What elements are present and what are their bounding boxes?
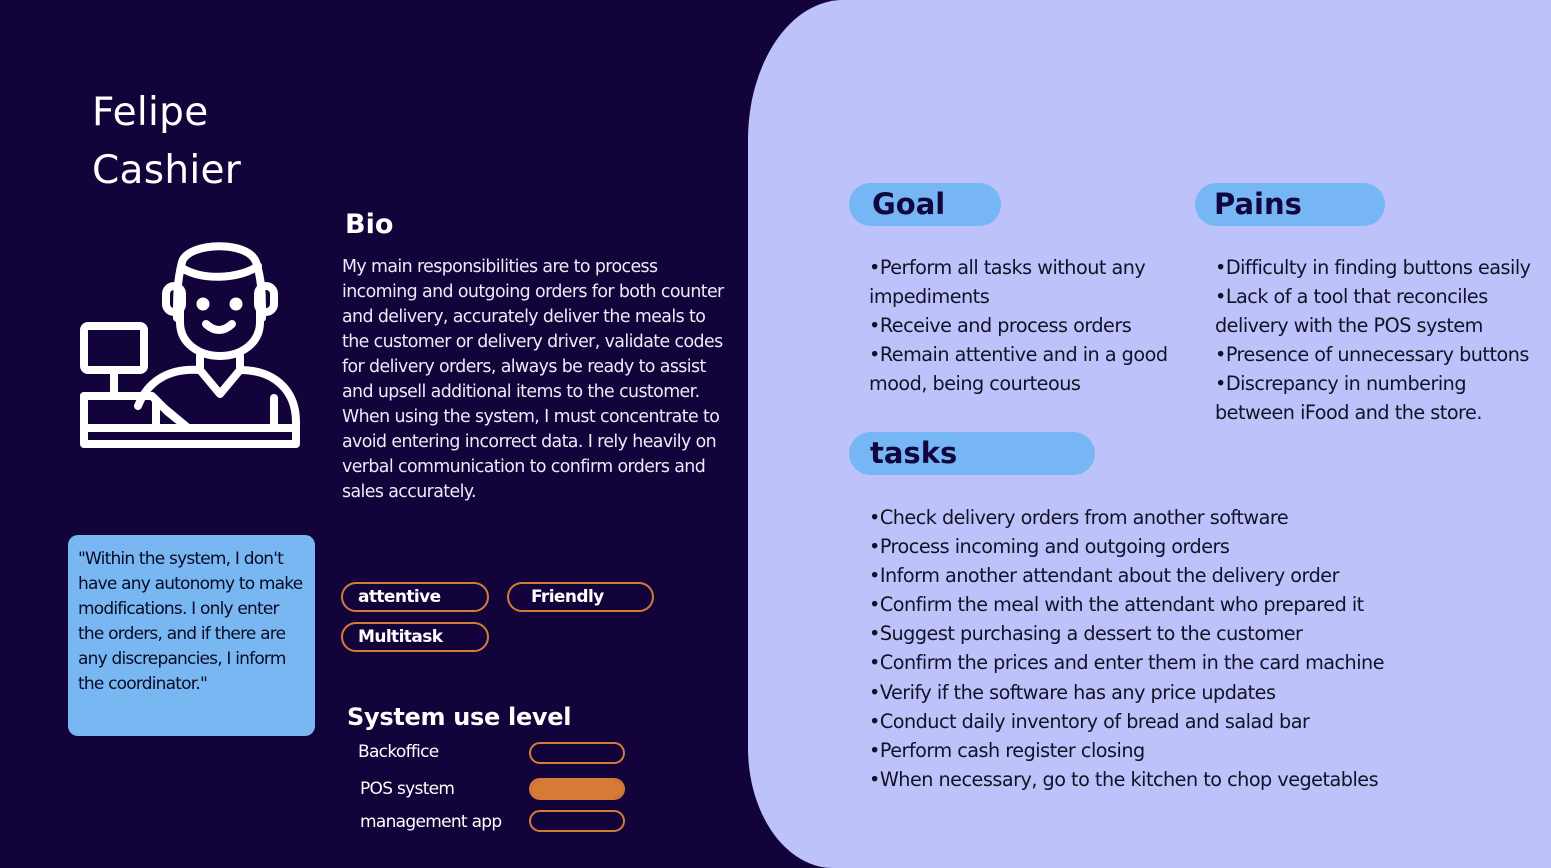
list-item: • Verify if the software has any price updates (869, 678, 1429, 707)
trait-chip-multitask: Multitask (341, 622, 489, 652)
list-item: • Check delivery orders from another software (869, 503, 1429, 532)
system-use-title: System use level (347, 703, 572, 731)
persona-name: Felipe (92, 90, 209, 135)
pains-title: Pains (1195, 183, 1385, 226)
bio-text: My main responsibilities are to process incoming and outgoing orders for both counter and delivery, accurately deliver the meals to the customer or delivery driver, validate codes for delivery orders, always be ready to assist and upsell additional items to the customer. When using the system, I must concentrate to avoid entering incorrect data. I rely heavily on verbal communication to confirm orders and sales accurately. (342, 257, 724, 502)
list-item: • Conduct daily inventory of bread and salad bar (869, 707, 1429, 736)
list-item: • Suggest purchasing a dessert to the customer (869, 619, 1429, 648)
tasks-title: tasks (849, 432, 1095, 475)
list-item: • Confirm the meal with the attendant who prepared it (869, 590, 1429, 619)
pains-list (1215, 253, 1535, 428)
quote-text: "Within the system, I don't have any autonomy to make modifications. I only enter the orders, and if there are any discrepancies, I inform the coordinator." (78, 549, 303, 694)
list-item: • Confirm the prices and enter them in the card machine (869, 648, 1429, 677)
cashier-person-icon (78, 232, 302, 454)
system-use-label-pos: POS system (360, 779, 455, 799)
persona-role: Cashier (92, 148, 242, 193)
system-use-label-management: management app (360, 812, 502, 832)
system-use-fill (531, 780, 623, 798)
goal-title: Goal (849, 183, 1001, 226)
list-item: • Perform cash register closing (869, 736, 1429, 765)
list-item: • Lack of a tool that reconciles delivery with the POS system (1215, 282, 1535, 340)
list-item: • Discrepancy in numbering between iFood and the store. (1215, 369, 1535, 427)
system-use-bar-pos (529, 778, 625, 800)
list-item: • Receive and process orders (869, 311, 1169, 340)
goal-list (869, 253, 1169, 398)
list-item: • Remain attentive and in a good mood, being courteous (869, 340, 1169, 398)
trait-chip-attentive: attentive (341, 582, 489, 612)
persona-header (92, 84, 241, 200)
bio-title: Bio (345, 209, 394, 240)
list-item: • When necessary, go to the kitchen to chop vegetables (869, 765, 1429, 794)
system-use-bar-management (529, 810, 625, 832)
tasks-list (869, 503, 1429, 794)
trait-chip-friendly: Friendly (507, 582, 654, 612)
list-item: • Difficulty in finding buttons easily (1215, 253, 1535, 282)
list-item: • Perform all tasks without any impediments (869, 253, 1169, 311)
list-item: • Presence of unnecessary buttons (1215, 340, 1535, 369)
system-use-bar-backoffice (529, 742, 625, 764)
list-item: • Inform another attendant about the delivery order (869, 561, 1429, 590)
list-item: • Process incoming and outgoing orders (869, 532, 1429, 561)
quote-box (68, 535, 315, 736)
system-use-label-backoffice: Backoffice (358, 742, 439, 762)
